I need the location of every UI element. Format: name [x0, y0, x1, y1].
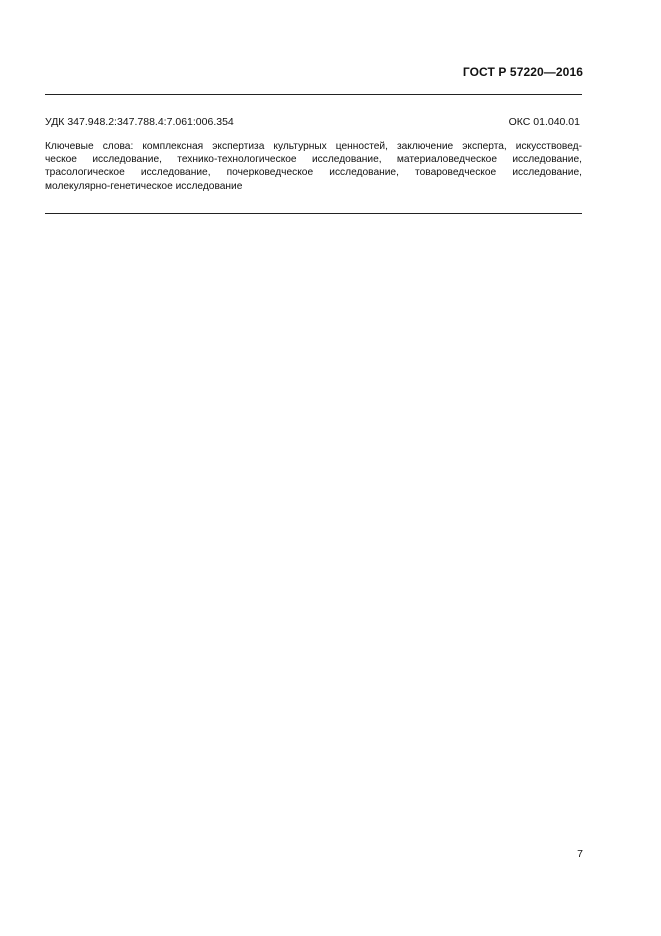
- udk-code: УДК 347.948.2:347.788.4:7.061:006.354: [45, 116, 234, 128]
- keywords-block: [45, 140, 582, 193]
- classification-row: [45, 115, 580, 129]
- keywords-line: Ключевые слова: комплексная экспертиза культурных ценностей, заключение эксперта, искусствовед-: [45, 141, 582, 152]
- page-number: 7: [577, 848, 583, 860]
- bottom-divider: [45, 213, 582, 214]
- keywords-line: молекулярно-генетическое исследование: [45, 180, 243, 192]
- keywords-line: ческое исследование, технико-технологическое исследование, материаловедческое исследование,: [45, 154, 582, 166]
- document-code: ГОСТ Р 57220—2016: [462, 65, 583, 79]
- keywords-line: трасологическое исследование, почерковедческое исследование, товароведческое исследование,: [45, 167, 582, 179]
- oks-code: ОКС 01.040.01: [508, 116, 580, 128]
- top-divider: [45, 94, 582, 95]
